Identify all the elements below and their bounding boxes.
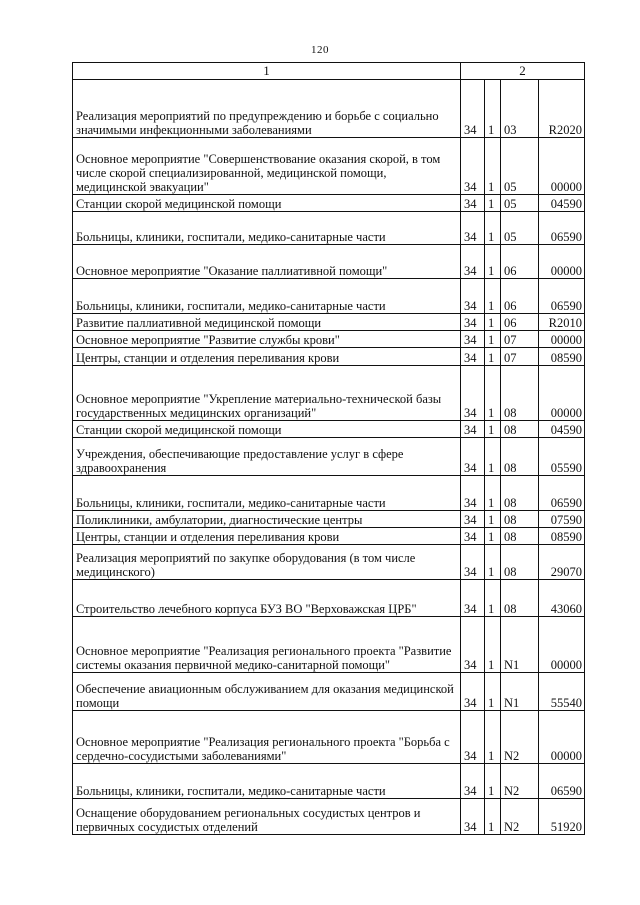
row-code-section: 34 — [461, 366, 485, 421]
row-code-measure: 08 — [501, 528, 539, 545]
row-code-section: 34 — [461, 331, 485, 348]
row-code-measure: 03 — [501, 80, 539, 138]
row-description: Учреждения, обеспечивающие предоставление услуг в сфере здравоохранения — [73, 438, 461, 476]
row-code-direction: 55540 — [539, 673, 585, 711]
row-code-section: 34 — [461, 545, 485, 580]
table-row — [73, 314, 585, 331]
row-description: Реализация мероприятий по предупреждению и борьбе с социально значимыми инфекционными заболеваниями — [73, 80, 461, 138]
row-code-section: 34 — [461, 764, 485, 799]
row-code-section: 34 — [461, 711, 485, 764]
row-code-direction: 06590 — [539, 764, 585, 799]
table-row — [73, 331, 585, 348]
row-code-section: 34 — [461, 673, 485, 711]
row-description: Основное мероприятие "Развитие службы крови" — [73, 331, 461, 348]
row-code-measure: 08 — [501, 545, 539, 580]
row-code-direction: 04590 — [539, 421, 585, 438]
row-code-measure: 08 — [501, 366, 539, 421]
row-description: Развитие паллиативной медицинской помощи — [73, 314, 461, 331]
row-description: Основное мероприятие "Совершенствование оказания скорой, в том числе скорой специализированной, медицинской помощи, медицинской эвакуации" — [73, 138, 461, 195]
row-code-subsection: 1 — [485, 528, 501, 545]
row-code-subsection: 1 — [485, 673, 501, 711]
row-code-section: 34 — [461, 799, 485, 835]
table-row — [73, 366, 585, 421]
row-description: Больницы, клиники, госпитали, медико-санитарные части — [73, 279, 461, 314]
row-code-subsection: 1 — [485, 138, 501, 195]
table-row — [73, 617, 585, 673]
table-row — [73, 711, 585, 764]
row-code-section: 34 — [461, 245, 485, 279]
row-code-subsection: 1 — [485, 764, 501, 799]
row-code-section: 34 — [461, 476, 485, 511]
row-code-subsection: 1 — [485, 476, 501, 511]
table-row — [73, 279, 585, 314]
table-row — [73, 528, 585, 545]
row-description: Основное мероприятие "Реализация регионального проекта "Борьба с сердечно-сосудистыми заболеваниями" — [73, 711, 461, 764]
row-code-measure: N2 — [501, 799, 539, 835]
table-row — [73, 764, 585, 799]
table-row — [73, 348, 585, 366]
row-code-subsection: 1 — [485, 366, 501, 421]
row-code-measure: N1 — [501, 673, 539, 711]
table-row — [73, 195, 585, 212]
row-code-subsection: 1 — [485, 279, 501, 314]
row-code-direction: 06590 — [539, 476, 585, 511]
table-row — [73, 545, 585, 580]
row-code-direction: 00000 — [539, 138, 585, 195]
row-description: Основное мероприятие "Оказание паллиативной помощи" — [73, 245, 461, 279]
row-code-measure: N1 — [501, 617, 539, 673]
table-row — [73, 80, 585, 138]
row-code-measure: 08 — [501, 438, 539, 476]
row-description: Больницы, клиники, госпитали, медико-санитарные части — [73, 476, 461, 511]
row-code-section: 34 — [461, 348, 485, 366]
row-code-measure: 08 — [501, 580, 539, 617]
row-description: Основное мероприятие "Реализация регионального проекта "Развитие системы оказания первичной медико-санитарной помощи" — [73, 617, 461, 673]
table-row — [73, 421, 585, 438]
row-code-measure: 08 — [501, 421, 539, 438]
row-code-measure: 07 — [501, 348, 539, 366]
row-code-subsection: 1 — [485, 617, 501, 673]
row-code-direction: 08590 — [539, 348, 585, 366]
row-description: Станции скорой медицинской помощи — [73, 195, 461, 212]
header-col-2: 2 — [461, 63, 585, 80]
row-code-measure: 05 — [501, 195, 539, 212]
row-code-section: 34 — [461, 212, 485, 245]
row-code-direction: 00000 — [539, 711, 585, 764]
row-code-direction: 00000 — [539, 366, 585, 421]
row-code-section: 34 — [461, 279, 485, 314]
row-code-direction: 04590 — [539, 195, 585, 212]
row-code-direction: 05590 — [539, 438, 585, 476]
row-description: Основное мероприятие "Укрепление материально-технической базы государственных медицинских организаций" — [73, 366, 461, 421]
row-code-measure: N2 — [501, 764, 539, 799]
header-col-1: 1 — [73, 63, 461, 80]
table-row — [73, 212, 585, 245]
row-code-direction: 07590 — [539, 511, 585, 528]
row-code-measure: 07 — [501, 331, 539, 348]
row-code-subsection: 1 — [485, 421, 501, 438]
row-code-measure: N2 — [501, 711, 539, 764]
table-row — [73, 138, 585, 195]
row-code-measure: 08 — [501, 476, 539, 511]
row-code-direction: 51920 — [539, 799, 585, 835]
row-description: Станции скорой медицинской помощи — [73, 421, 461, 438]
row-code-direction: 29070 — [539, 545, 585, 580]
row-code-direction: 08590 — [539, 528, 585, 545]
row-code-section: 34 — [461, 438, 485, 476]
row-code-direction: 06590 — [539, 279, 585, 314]
row-code-direction: R2010 — [539, 314, 585, 331]
row-code-subsection: 1 — [485, 580, 501, 617]
table-row — [73, 673, 585, 711]
header-row — [73, 63, 585, 80]
row-code-section: 34 — [461, 314, 485, 331]
row-code-section: 34 — [461, 80, 485, 138]
row-code-subsection: 1 — [485, 245, 501, 279]
table-row — [73, 476, 585, 511]
row-code-direction: 00000 — [539, 245, 585, 279]
row-code-measure: 05 — [501, 212, 539, 245]
row-code-direction: R2020 — [539, 80, 585, 138]
row-code-direction: 06590 — [539, 212, 585, 245]
row-code-section: 34 — [461, 421, 485, 438]
row-code-section: 34 — [461, 511, 485, 528]
row-description: Строительство лечебного корпуса БУЗ ВО "Верховажская ЦРБ" — [73, 580, 461, 617]
row-description: Обеспечение авиационным обслуживанием для оказания медицинской помощи — [73, 673, 461, 711]
row-code-subsection: 1 — [485, 212, 501, 245]
row-code-subsection: 1 — [485, 195, 501, 212]
row-description: Поликлиники, амбулатории, диагностические центры — [73, 511, 461, 528]
table-row — [73, 799, 585, 835]
row-code-measure: 05 — [501, 138, 539, 195]
row-description: Больницы, клиники, госпитали, медико-санитарные части — [73, 764, 461, 799]
table-row — [73, 580, 585, 617]
row-code-subsection: 1 — [485, 80, 501, 138]
row-code-section: 34 — [461, 138, 485, 195]
table-row — [73, 245, 585, 279]
table-row — [73, 438, 585, 476]
row-code-direction: 00000 — [539, 617, 585, 673]
row-code-subsection: 1 — [485, 348, 501, 366]
row-code-subsection: 1 — [485, 331, 501, 348]
page-number: 120 — [311, 44, 329, 56]
row-code-measure: 06 — [501, 279, 539, 314]
budget-table — [72, 62, 585, 835]
row-code-measure: 08 — [501, 511, 539, 528]
row-code-measure: 06 — [501, 245, 539, 279]
row-code-section: 34 — [461, 195, 485, 212]
row-code-measure: 06 — [501, 314, 539, 331]
row-code-section: 34 — [461, 617, 485, 673]
row-description: Больницы, клиники, госпитали, медико-санитарные части — [73, 212, 461, 245]
row-code-subsection: 1 — [485, 799, 501, 835]
row-code-subsection: 1 — [485, 314, 501, 331]
row-code-subsection: 1 — [485, 438, 501, 476]
row-code-subsection: 1 — [485, 511, 501, 528]
row-description: Центры, станции и отделения переливания крови — [73, 348, 461, 366]
row-description: Реализация мероприятий по закупке оборудования (в том числе медицинского) — [73, 545, 461, 580]
row-code-section: 34 — [461, 528, 485, 545]
row-code-direction: 43060 — [539, 580, 585, 617]
table-row — [73, 511, 585, 528]
row-code-section: 34 — [461, 580, 485, 617]
row-description: Оснащение оборудованием региональных сосудистых центров и первичных сосудистых отделений — [73, 799, 461, 835]
row-code-subsection: 1 — [485, 711, 501, 764]
row-code-direction: 00000 — [539, 331, 585, 348]
row-description: Центры, станции и отделения переливания крови — [73, 528, 461, 545]
row-code-subsection: 1 — [485, 545, 501, 580]
